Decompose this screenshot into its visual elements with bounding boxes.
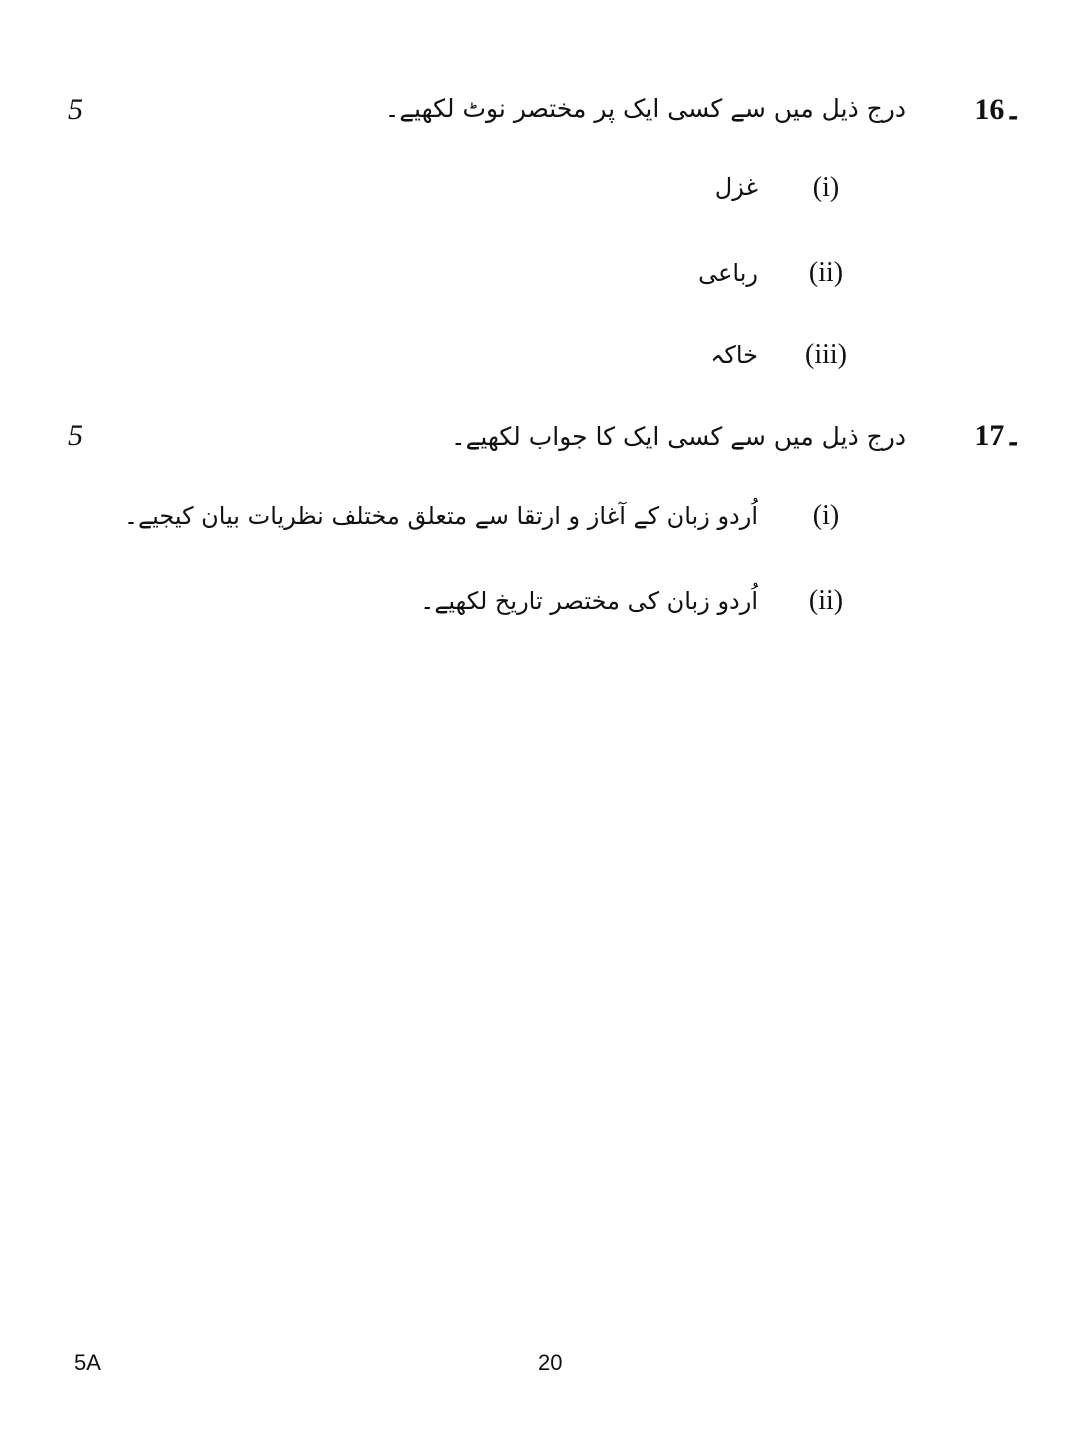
q16-option-i-text: غزل: [714, 173, 758, 201]
q16-option-iii-text: خاکہ: [710, 341, 758, 369]
q16-option-iii-label: (iii): [805, 339, 847, 370]
q17-number: 17۔: [974, 419, 1022, 452]
q17-option-ii-text: اُردو زبان کی مختصر تاریخ لکھیے۔: [420, 587, 758, 615]
q16-option-ii-label: (ii): [808, 257, 844, 288]
page-number: 20: [538, 1350, 563, 1375]
q17-option-i-label: (i): [812, 500, 840, 531]
q16-option-i-label: (i): [812, 172, 840, 203]
q16-text: درج ذیل میں سے کسی ایک پر مختصر نوٹ لکھیے۔: [384, 94, 906, 123]
q16-marks: 5: [68, 93, 83, 126]
q17-option-i-text: اُردو زبان کے آغاز و ارتقا سے متعلق مختلف نظریات بیان کیجیے۔: [123, 502, 758, 530]
paper-code: 5A: [74, 1350, 101, 1375]
q17-marks: 5: [68, 419, 83, 452]
q17-option-ii-label: (ii): [808, 585, 844, 616]
q17-text: درج ذیل میں سے کسی ایک کا جواب لکھیے۔: [451, 422, 906, 451]
q16-number: 16۔: [974, 93, 1022, 126]
q16-option-ii-text: رباعی: [698, 259, 758, 287]
